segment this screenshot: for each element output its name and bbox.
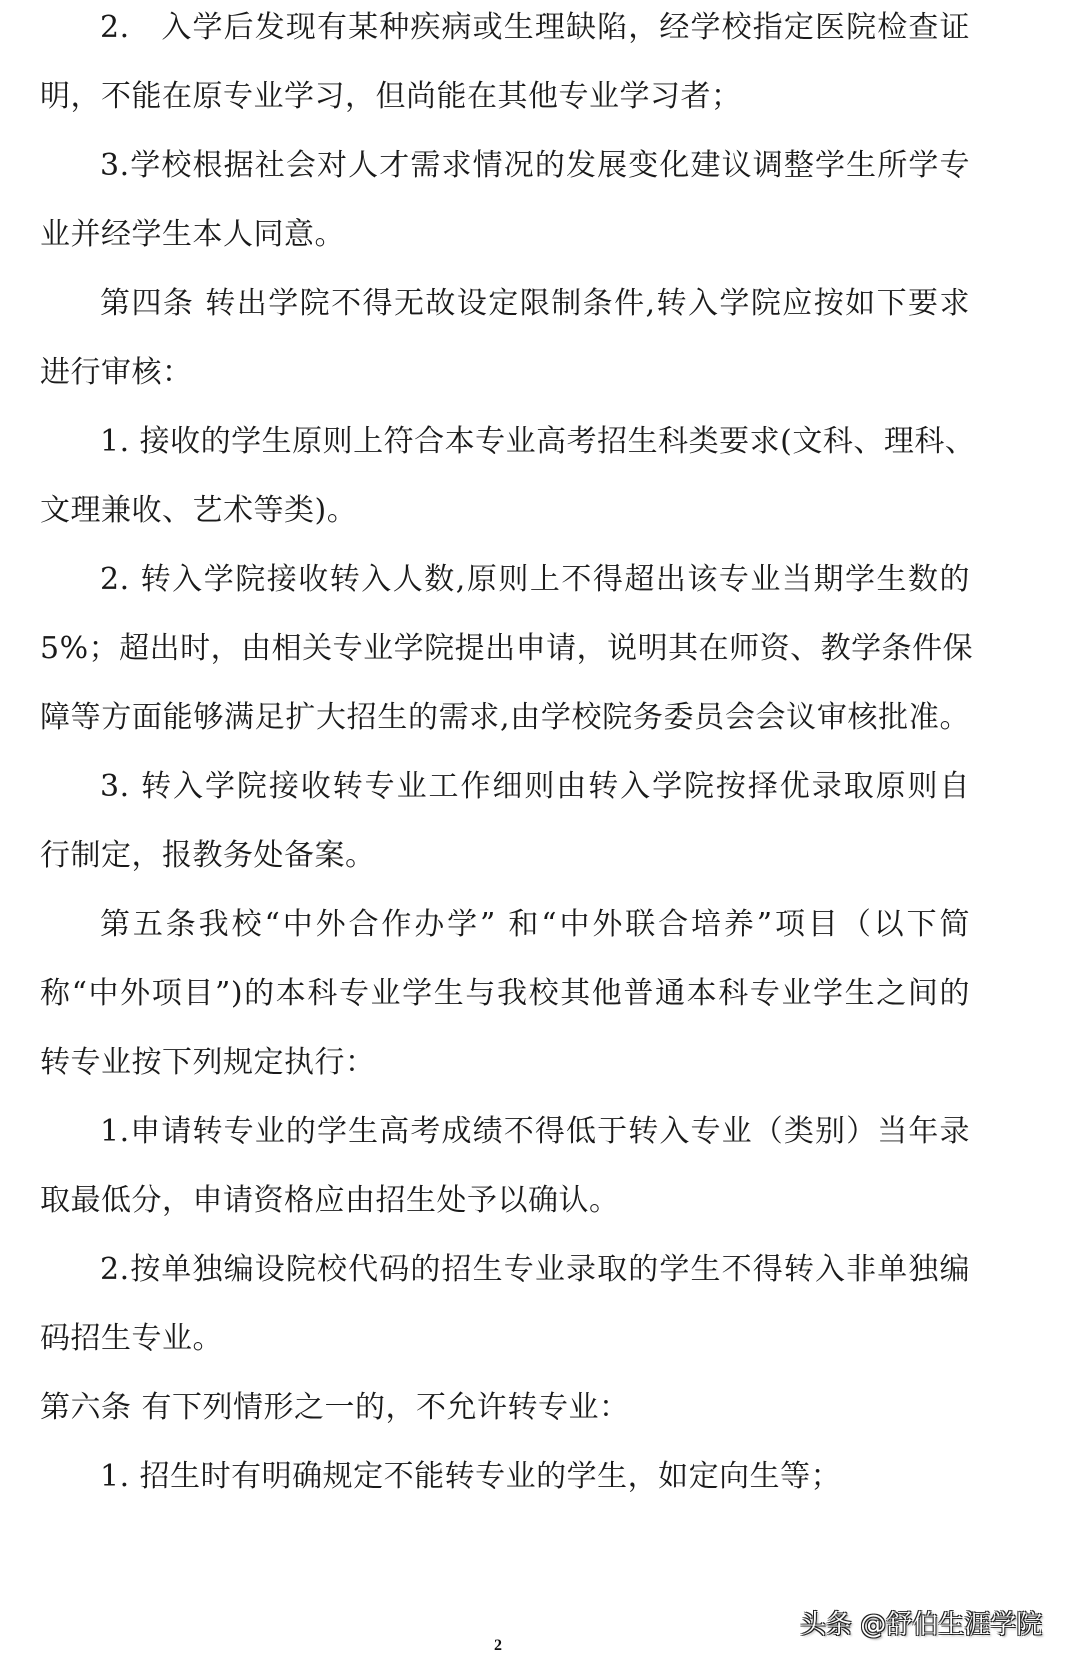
watermark: 头条 @舒伯生涯学院 (800, 1610, 1043, 1640)
text-line-7: 1. 接收的学生原则上符合本专业高考招生科类要求(文科、理科、 (100, 424, 976, 459)
text-line-1: 2. 入学后发现有某种疾病或生理缺陷，经学校指定医院检查证 (100, 10, 970, 45)
text-line-3: 3.学校根据社会对人才需求情况的发展变化建议调整学生所学专 (100, 148, 970, 183)
text-line-2: 明，不能在原专业学习，但尚能在其他专业学习者； (40, 79, 742, 114)
text-line-15: 称“中外项目”)的本科专业学生与我校其他普通本科专业学生之间的 (40, 976, 970, 1011)
text-line-13: 行制定，报教务处备案。 (40, 838, 376, 873)
text-line-9: 2. 转入学院接收转入人数,原则上不得超出该专业当期学生数的 (100, 562, 970, 597)
text-line-17: 1.申请转专业的学生高考成绩不得低于转入专业（类别）当年录 (100, 1114, 970, 1149)
text-line-19: 2.按单独编设院校代码的招生专业录取的学生不得转入非单独编 (100, 1252, 970, 1287)
article-4-heading-line: 第四条 转出学院不得无故设定限制条件,转入学院应按如下要求 (100, 286, 970, 321)
text-line-11: 障等方面能够满足扩大招生的需求,由学校院务委员会会议审核批准。 (40, 700, 970, 735)
article-6-heading-line: 第六条 有下列情形之一的，不允许转专业： (40, 1390, 630, 1425)
text-line-18: 取最低分，申请资格应由招生处予以确认。 (40, 1183, 620, 1218)
text-line-4: 业并经学生本人同意。 (40, 217, 345, 252)
text-line-16: 转专业按下列规定执行： (40, 1045, 376, 1080)
text-line-6: 进行审核： (40, 355, 193, 390)
text-line-12: 3. 转入学院接收转专业工作细则由转入学院按择优录取原则自 (100, 769, 970, 804)
text-line-22: 1. 招生时有明确规定不能转专业的学生，如定向生等； (100, 1459, 842, 1494)
article-5-heading-line: 第五条我校“中外合作办学” 和“中外联合培养”项目（以下简 (100, 907, 970, 942)
text-line-8: 文理兼收、艺术等类)。 (40, 493, 358, 528)
text-line-20: 码招生专业。 (40, 1321, 223, 1356)
page-number: 2 (494, 1637, 502, 1654)
text-line-10: 5%；超出时，由相关专业学院提出申请，说明其在师资、教学条件保 (40, 631, 974, 666)
